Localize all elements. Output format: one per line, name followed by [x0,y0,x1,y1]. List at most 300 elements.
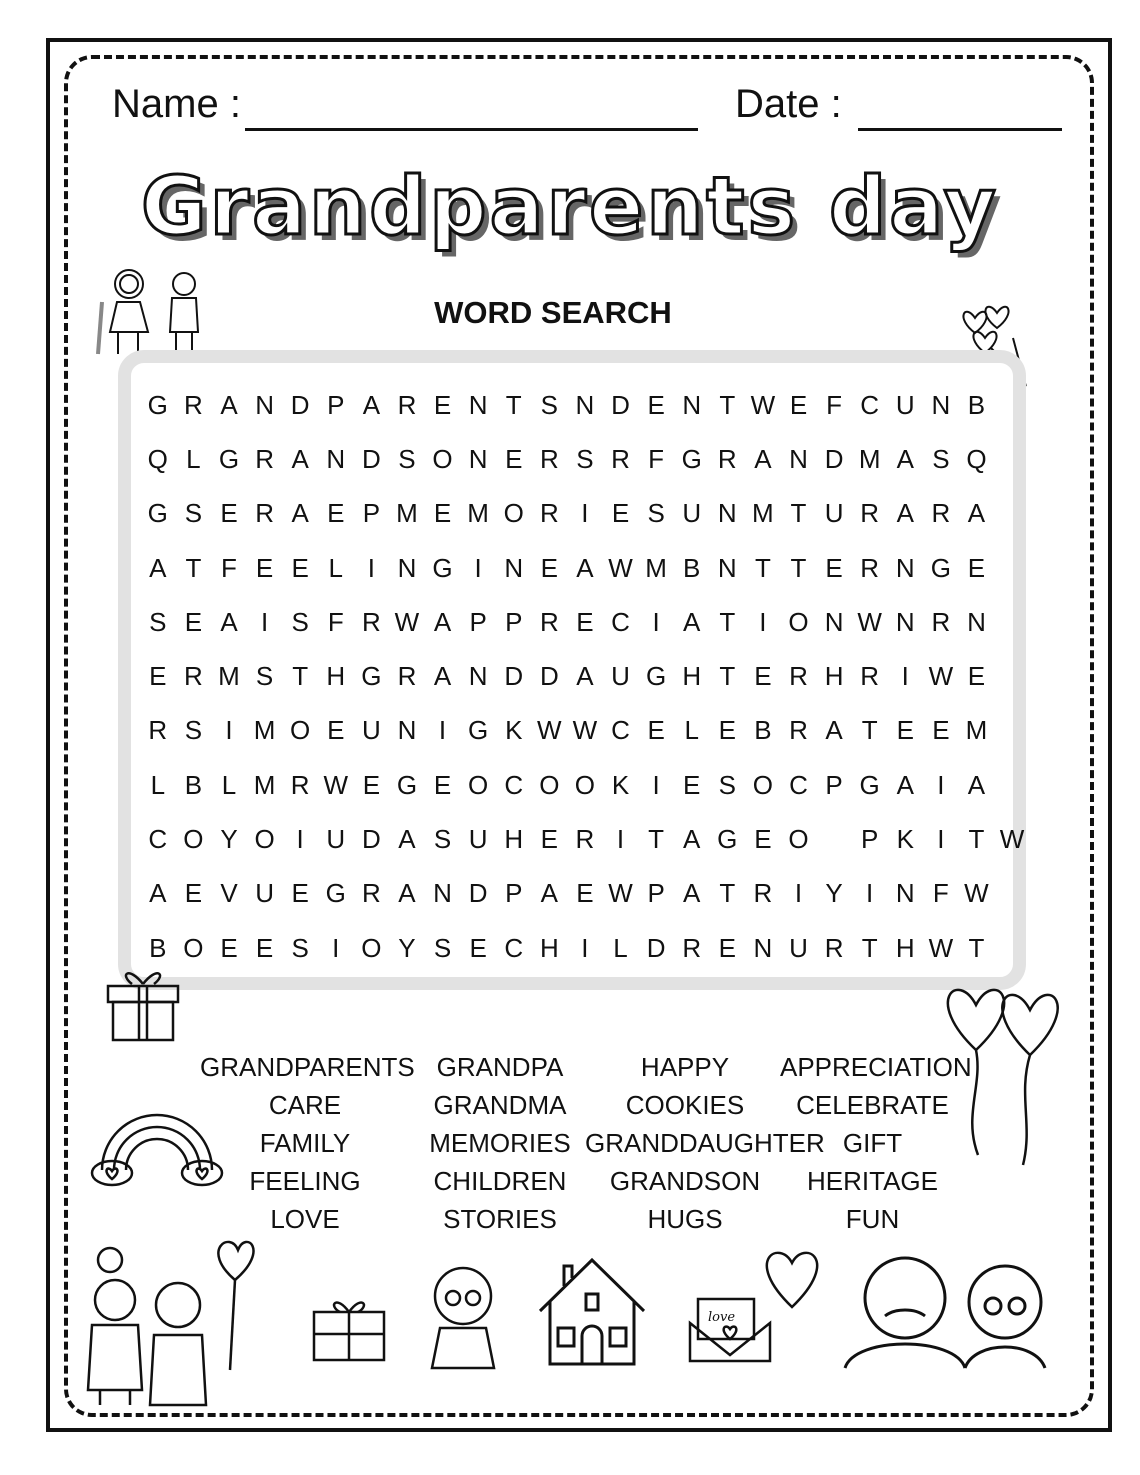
grid-cell[interactable]: N [433,878,452,909]
grid-cell[interactable]: S [291,932,309,963]
grid-cell[interactable]: N [468,443,488,474]
grid-cell[interactable]: E [967,661,986,692]
grandparents-faces-icon [835,1250,1065,1370]
grid-cell[interactable]: K [896,824,914,855]
grid-cell[interactable]: T [648,824,665,855]
grid-row [140,541,1030,595]
word-list-item: CHILDREN [433,1166,567,1196]
name-line[interactable] [245,128,698,131]
grid-cell[interactable]: M [396,498,418,529]
grid-cell[interactable]: S [647,498,665,529]
grid-cell[interactable]: N [397,552,417,583]
grid-cell[interactable]: D [539,661,559,692]
grid-cell[interactable]: D [290,389,310,420]
gift-box-icon [104,964,182,1044]
grid-cell[interactable]: R [860,552,880,583]
grid-cell[interactable]: P [505,878,523,909]
word-list-item: COOKIES [625,1090,745,1120]
grid-cell[interactable]: L [186,443,201,474]
grid-row [140,649,1030,703]
grid-cell[interactable]: A [433,661,452,692]
grid-cell[interactable]: N [255,389,274,420]
grid-cell[interactable]: E [469,932,487,963]
grid-cell[interactable]: T [861,932,878,963]
grid-cell[interactable]: N [967,606,986,637]
grid-cell[interactable]: C [860,389,880,420]
grid-cell[interactable]: R [717,443,737,474]
grid-cell[interactable]: E [576,606,594,637]
grid-cell[interactable]: N [504,552,524,583]
grid-cell[interactable]: G [859,769,880,800]
grid-cell[interactable]: H [326,661,346,692]
grid-cell[interactable]: L [328,552,343,583]
grid-cell[interactable]: S [149,606,167,637]
grid-cell[interactable]: E [540,824,558,855]
grid-cell[interactable]: E [576,878,594,909]
grid-cell[interactable]: F [221,552,237,583]
grid-cell[interactable]: E [433,498,452,529]
grid-cell[interactable]: A [398,878,416,909]
grid-cell[interactable]: R [397,661,417,692]
grid-cell[interactable]: A [967,498,986,529]
grid-cell[interactable]: U [789,932,808,963]
grid-cell[interactable]: A [896,443,914,474]
grid-cell[interactable]: U [468,824,488,855]
grid-cell[interactable]: R [824,932,844,963]
grid-cell[interactable]: R [539,606,559,637]
grid-cell[interactable]: N [575,389,595,420]
word-list-item: APPRECIATION [780,1052,972,1082]
grid-cell[interactable]: A [149,878,167,909]
grid-cell[interactable]: F [327,606,344,637]
grid-cell[interactable]: I [260,606,269,637]
gift-icon [308,1298,390,1364]
grandma-icon [418,1258,508,1373]
grid-cell[interactable]: K [611,769,630,800]
grid-cell[interactable]: B [184,769,203,800]
grid-cell[interactable]: U [824,498,844,529]
grid-cell[interactable]: C [504,769,524,800]
grid-cell[interactable]: O [788,824,809,855]
grid-cell[interactable]: N [468,389,488,420]
grid-cell[interactable]: Y [825,878,843,909]
grid-cell[interactable]: G [432,552,453,583]
grid-cell[interactable]: R [184,661,203,692]
grid-cell[interactable]: E [789,389,808,420]
grid-cell[interactable]: W [750,389,776,420]
grid-cell[interactable]: E [540,552,558,583]
grid-cell[interactable]: T [185,552,202,583]
grid-cell[interactable]: R [361,878,381,909]
word-list-item: GRANDMA [433,1090,567,1120]
grid-cell[interactable]: I [296,824,304,855]
word-list-item: MEMORIES [429,1128,571,1158]
grid-cell[interactable]: O [361,932,382,963]
grid-cell[interactable]: O [183,932,204,963]
grid-cell[interactable]: E [718,932,736,963]
grid-cell[interactable]: E [291,552,309,583]
grid-cell[interactable]: R [753,878,773,909]
grid-cell[interactable]: M [965,715,988,746]
grid-cell[interactable]: S [255,661,274,692]
grid-cell[interactable]: C [504,932,524,963]
grid-row [140,487,1030,541]
grid-cell[interactable]: A [220,389,238,420]
grid-cell[interactable]: S [718,769,736,800]
grid-cell[interactable]: O [254,824,275,855]
grid-cell[interactable]: L [684,715,699,746]
grid-cell[interactable]: L [150,769,166,800]
grid-cell[interactable]: I [438,715,447,746]
grid-cell[interactable]: W [857,606,882,637]
grid-cell[interactable]: T [790,552,807,583]
grid-cell[interactable]: B [149,932,167,963]
grid-cell[interactable]: S [184,498,203,529]
grid-cell[interactable]: E [327,498,345,529]
grid-cell[interactable]: I [652,606,660,637]
grid-cell[interactable]: E [967,552,986,583]
grid-cell[interactable]: N [717,498,737,529]
grid-cell[interactable]: N [753,932,773,963]
grid-cell[interactable]: R [184,389,203,420]
grid-cell[interactable]: F [932,878,949,909]
grid-cell[interactable]: R [860,661,880,692]
grid-cell[interactable]: R [931,498,951,529]
grid-cell[interactable]: T [505,389,522,420]
grid-cell[interactable]: N [717,552,737,583]
grid-cell[interactable]: P [647,878,665,909]
grid-cell[interactable]: M [253,715,276,746]
word-list-item: FUN [845,1204,900,1234]
grid-cell[interactable]: F [648,443,665,474]
grid-cell[interactable]: A [754,443,772,474]
grid-cell[interactable]: G [361,661,382,692]
grid-cell[interactable]: H [824,661,844,692]
grid-cell[interactable]: M [858,443,881,474]
grid-cell[interactable]: I [581,498,589,529]
grid-cell[interactable]: E [291,878,309,909]
grid-cell[interactable]: R [255,443,274,474]
word-list-item: CARE [268,1090,342,1120]
grid-cell[interactable]: W [608,878,633,909]
grid-cell[interactable]: B [754,715,772,746]
grid-cell[interactable]: N [895,606,915,637]
word-grid [140,378,1030,975]
grid-cell[interactable]: B [967,389,986,420]
grid-cell[interactable]: R [860,498,880,529]
grid-cell[interactable]: U [895,389,915,420]
word-list-item: FEELING [249,1166,361,1196]
grid-cell[interactable]: G [681,443,702,474]
grid-cell[interactable]: E [327,715,345,746]
grid-cell[interactable]: N [824,606,844,637]
grid-cell[interactable]: I [581,932,589,963]
grid-cell[interactable]: A [149,552,167,583]
grid-cell[interactable]: D [361,443,381,474]
grid-cell[interactable]: W [964,878,989,909]
grid-cell[interactable]: T [719,389,736,420]
date-label: Date : [735,82,842,126]
grid-cell[interactable]: L [221,769,237,800]
grid-cell[interactable]: U [611,661,630,692]
grid-row [140,378,1030,432]
house-icon [536,1256,648,1368]
grid-cell[interactable]: I [759,606,767,637]
grid-cell[interactable]: G [717,824,738,855]
grid-cell[interactable]: A [825,715,843,746]
grid-cell[interactable]: N [326,443,346,474]
grid-cell[interactable]: U [255,878,274,909]
date-line[interactable] [858,128,1062,131]
grid-cell[interactable]: S [291,606,309,637]
grid-cell[interactable]: L [613,932,628,963]
grid-cell[interactable]: O [752,769,773,800]
grid-cell[interactable]: W [394,606,420,637]
grid-row [140,812,1030,866]
grid-cell[interactable]: S [433,932,452,963]
grid-row [140,432,1030,486]
grid-cell[interactable]: G [468,715,489,746]
grid-row [140,595,1030,649]
grid-cell[interactable]: I [474,552,482,583]
grid-cell[interactable]: U [361,715,381,746]
grid-cell[interactable]: C [611,606,630,637]
grid-cell[interactable]: E [362,769,381,800]
grid-cell[interactable]: W [537,715,562,746]
grid-cell[interactable]: H [895,932,915,963]
grid-cell[interactable]: R [931,606,951,637]
grid-cell[interactable]: E [754,661,772,692]
grid-cell[interactable]: W [608,552,633,583]
grid-cell[interactable]: O [539,769,560,800]
grid-cell[interactable]: V [220,878,238,909]
grid-cell[interactable]: S [398,443,416,474]
grid-cell[interactable]: E [220,932,238,963]
grid-cell[interactable]: A [540,878,558,909]
grid-cell[interactable]: P [469,606,487,637]
grid-cell[interactable]: A [683,824,701,855]
grid-row [140,921,1030,975]
grid-cell[interactable]: E [683,769,701,800]
grid-cell[interactable]: A [220,606,238,637]
grid-cell[interactable]: N [895,552,915,583]
page-title: Grandparents day [141,160,999,253]
grid-cell[interactable]: E [433,389,452,420]
grid-cell[interactable]: E [754,824,772,855]
grid-cell[interactable]: G [218,443,240,474]
word-list-item: HUGS [647,1204,723,1234]
grid-cell[interactable]: K [505,715,523,746]
grid-cell[interactable]: M [253,769,276,800]
grid-cell[interactable]: S [540,389,558,420]
grid-cell[interactable]: M [218,661,240,692]
grid-cell[interactable]: A [896,769,914,800]
grid-cell[interactable]: A [362,389,381,420]
grid-cell[interactable]: A [967,769,986,800]
word-list-item: LOVE [270,1204,340,1234]
grid-cell[interactable]: E [505,443,523,474]
grid-cell[interactable]: E [718,715,736,746]
grid-cell[interactable]: N [397,715,417,746]
grid-cell[interactable]: E [896,715,914,746]
grid-cell[interactable]: I [866,878,874,909]
grid-cell[interactable]: O [290,715,311,746]
grid-cell[interactable]: W [999,824,1025,855]
grid-cell[interactable]: P [362,498,381,529]
grid-cell[interactable]: E [825,552,843,583]
grid-cell[interactable]: E [647,389,665,420]
grid-cell[interactable]: C [789,769,808,800]
grid-cell[interactable]: S [184,715,203,746]
grid-cell[interactable]: W [572,715,598,746]
grid-cell[interactable]: N [931,389,951,420]
grid-cell[interactable]: C [148,824,168,855]
grid-cell[interactable]: D [504,661,524,692]
grid-cell[interactable]: Y [220,824,238,855]
grid-cell[interactable]: Q [966,443,987,474]
grid-cell[interactable]: T [719,606,736,637]
grid-cell[interactable]: I [794,878,803,909]
grid-cell[interactable]: A [291,443,309,474]
grid-cell[interactable]: R [290,769,310,800]
grid-cell[interactable]: S [433,824,452,855]
grid-cell[interactable]: E [220,498,238,529]
grid-cell[interactable]: R [789,661,808,692]
grid-cell[interactable]: G [396,769,418,800]
grid-cell[interactable]: B [683,552,701,583]
grid-cell[interactable]: T [719,878,736,909]
grid-cell[interactable]: R [575,824,595,855]
grid-cell[interactable]: P [861,824,879,855]
grid-cell[interactable]: M [645,552,667,583]
grid-cell[interactable]: H [539,932,559,963]
grid-cell[interactable]: S [932,443,950,474]
page-subtitle: WORD SEARCH [434,295,672,330]
word-list-item: GRANDPARENTS [200,1052,415,1082]
grid-cell[interactable]: R [682,932,702,963]
grid-cell[interactable]: U [682,498,702,529]
grid-cell[interactable]: R [397,389,417,420]
grid-cell[interactable]: W [323,769,349,800]
grid-cell[interactable]: O [503,498,524,529]
grid-cell[interactable]: D [361,824,381,855]
grandparents-couple-icon [92,262,222,362]
grid-cell[interactable]: G [930,552,951,583]
grid-cell[interactable]: A [576,552,594,583]
grid-cell[interactable]: T [719,661,736,692]
grid-cell[interactable]: S [576,443,594,474]
grid-cell[interactable]: G [147,498,168,529]
svg-text:love: love [708,1310,736,1325]
grid-cell[interactable]: E [611,498,630,529]
grid-cell[interactable]: O [183,824,204,855]
grid-cell[interactable]: R [611,443,630,474]
grid-cell[interactable]: O [788,606,809,637]
grid-cell[interactable]: Y [398,932,416,963]
grid-cell[interactable]: G [325,878,346,909]
grid-cell[interactable]: N [682,389,702,420]
grid-cell[interactable]: T [968,932,985,963]
word-list-item: GRANDDAUGHTER [585,1128,825,1158]
grid-cell[interactable]: I [937,824,945,855]
grid-cell[interactable]: R [361,606,381,637]
grid-cell[interactable]: R [789,715,808,746]
grid-cell[interactable]: A [576,661,594,692]
grid-cell[interactable]: D [824,443,844,474]
grid-cell[interactable]: G [645,661,667,692]
grid-cell[interactable]: T [968,824,985,855]
grid-cell[interactable]: A [291,498,309,529]
grid-cell[interactable]: O [574,769,596,800]
grid-cell[interactable]: D [468,878,488,909]
grid-cell[interactable]: I [937,769,945,800]
grid-cell[interactable]: A [398,824,416,855]
grid-cell[interactable]: P [327,389,345,420]
grid-cell[interactable]: C [611,715,630,746]
grid-cell[interactable]: E [255,932,274,963]
grid-cell[interactable]: D [646,932,666,963]
grid-cell[interactable]: P [505,606,523,637]
grid-cell[interactable]: U [326,824,346,855]
grid-cell[interactable]: R [255,498,274,529]
grid-cell[interactable]: T [861,715,878,746]
grid-cell[interactable]: T [790,498,807,529]
grid-cell[interactable]: I [652,769,660,800]
grid-cell[interactable]: A [683,878,701,909]
grid-cell[interactable]: I [367,552,375,583]
grid-cell[interactable]: A [433,606,452,637]
grid-cell[interactable]: T [754,552,771,583]
word-list-column-1 [200,1048,415,1238]
grid-cell[interactable]: R [539,443,559,474]
grid-cell[interactable]: H [682,661,702,692]
grid-cell[interactable]: R [148,715,168,746]
grid-cell[interactable]: E [647,715,665,746]
word-list-item: HERITAGE [807,1166,938,1196]
grid-cell[interactable]: O [468,769,489,800]
grid-cell[interactable]: F [826,389,843,420]
grid-cell[interactable]: E [184,606,203,637]
grid-cell[interactable]: G [147,389,168,420]
grid-cell[interactable]: A [683,606,701,637]
grid-cell[interactable]: M [752,498,774,529]
grid-cell[interactable]: D [611,389,630,420]
grid-cell[interactable]: Q [147,443,168,474]
grid-cell[interactable]: E [433,769,452,800]
grid-cell[interactable]: I [225,715,233,746]
grid-cell[interactable]: A [896,498,914,529]
grid-cell[interactable]: M [467,498,489,529]
grid-cell[interactable]: I [901,661,909,692]
grid-cell[interactable]: N [468,661,488,692]
grid-cell[interactable]: O [432,443,453,474]
grid-cell[interactable]: W [928,661,954,692]
grid-cell[interactable]: N [789,443,808,474]
grid-cell[interactable]: T [292,661,309,692]
grid-cell[interactable]: E [932,715,950,746]
grid-cell[interactable]: I [616,824,625,855]
grid-cell[interactable]: H [504,824,524,855]
grid-cell[interactable]: R [539,498,559,529]
grid-cell[interactable]: P [825,769,843,800]
name-label: Name : [112,82,241,126]
grid-cell[interactable]: N [895,878,915,909]
grid-cell[interactable]: E [255,552,274,583]
grid-cell[interactable]: W [928,932,954,963]
grid-cell[interactable]: E [149,661,167,692]
grid-cell[interactable]: E [184,878,203,909]
grid-cell[interactable]: I [332,932,340,963]
